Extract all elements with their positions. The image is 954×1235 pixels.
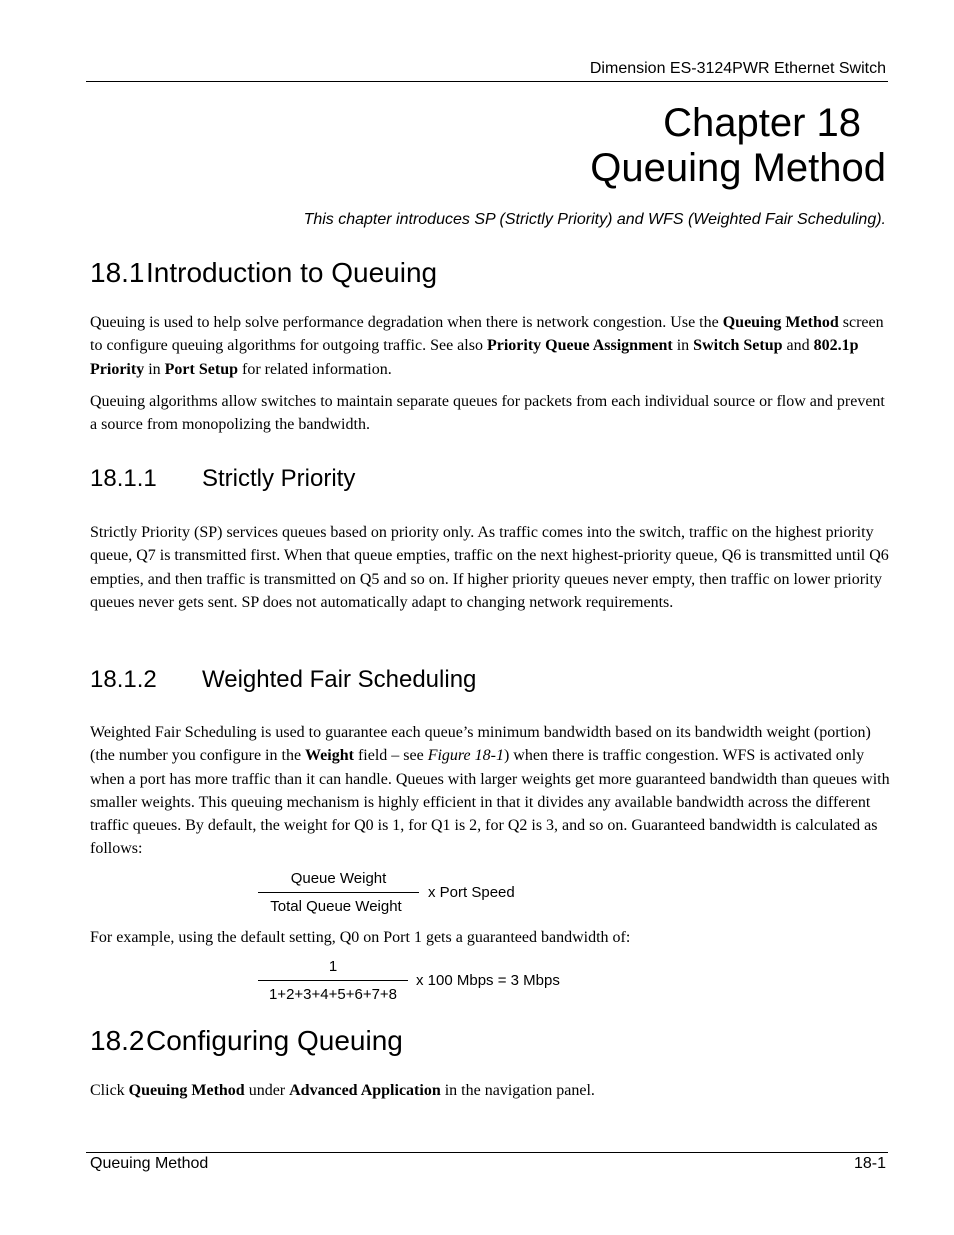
section-heading-18-1 [90,257,437,289]
bold-term: Queuing Method [722,314,839,331]
text-run: screen to configure queuing algorithms for outgoing traffic. See also [90,314,884,355]
text-run: Click [90,1082,129,1099]
bold-term: Priority Queue Assignment [486,337,673,355]
chapter-intro: This chapter introduces SP (Strictly Priority) and WFS (Weighted Fair Scheduling). [303,211,886,228]
footer-divider [86,1152,888,1153]
section-number: 18.1.2 [90,666,157,693]
running-header: Dimension ES-3124PWR Ethernet Switch [589,60,886,77]
page-number: 18-1 [853,1155,886,1172]
section-number: 18.2 [90,1025,145,1056]
fraction-bar [258,980,408,981]
section-number: 18.1.1 [90,465,157,492]
paragraph-strictly-priority: Strictly Priority (SP) services queues based on priority only. As traffic comes into the switch, traffic on the highest priority queue, Q7 is transmitted first. When that queue empties, traffic on the next highest-priority queue, Q6 is transmitted until Q6 empties, and then traffic is transmitted on Q5 and so on. If higher priority queues never empty, then traffic on lower priority queues never gets sent. SP does not automatically adapt to changing network requirements. [90,524,889,611]
section-title: Weighted Fair Scheduling [202,666,477,693]
text-run: under [244,1082,290,1099]
header-divider [86,81,888,82]
section-heading-18-1-2 [90,666,476,694]
text-run: for related information. [237,360,392,378]
text-run: in [144,360,165,378]
text-run: ) when there is traffic congestion. WFS is activated only when a port has more traffic than it can handle. Queues with larger weights get more guaranteed bandwidth than queues with smaller weights. This queuing mechanism is highly efficient in that it divides any available bandwidth across the different traffic queues. By default, the weight for Q0 is 1, for Q1 is 2, for Q2 is 3, and so on. Guaranteed bandwidth is calculated as follows: [90,747,890,858]
section-number: 18.1 [90,257,145,288]
text-run: field – see [353,747,428,765]
text-run: Queuing is used to help solve performance degradation when there is network congestion. Use the [90,314,723,331]
section-title: Configuring Queuing [146,1025,403,1056]
section-title: Strictly Priority [202,465,356,492]
chapter-number: Chapter 18 [663,101,861,145]
paragraph-configuring-queuing [90,1079,890,1102]
bold-term: Port Setup [164,360,238,378]
formula-numerator: Queue Weight [290,870,387,887]
chapter-title: Queuing Method [590,146,886,190]
bold-term: Switch Setup [693,337,783,355]
paragraph-example: For example, using the default setting, Q0 on Port 1 gets a guaranteed bandwidth of: [90,929,631,946]
formula-denominator: 1+2+3+4+5+6+7+8 [268,986,398,1003]
bandwidth-formula [258,869,558,919]
section-title: Introduction to Queuing [146,257,438,288]
text-run: in [672,337,694,355]
formula-denominator: Total Queue Weight [270,898,402,915]
bold-term: 802.1p Priority [90,337,859,378]
footer-chapter-name: Queuing Method [90,1155,209,1172]
section-heading-18-2 [90,1025,403,1057]
fraction-bar [258,892,419,893]
formula-numerator: 1 [328,958,338,975]
text-run: and [782,337,814,355]
bold-term: Queuing Method [128,1082,245,1099]
text-run: in the navigation panel. [440,1082,595,1099]
formula-multiplier: x 100 Mbps = 3 Mbps [416,972,560,989]
text-run: Weighted Fair Scheduling is used to guarantee each queue’s minimum bandwidth based on its bandwidth weight (portion) (the number you configure in the [90,724,871,765]
section-heading-18-1-1 [90,465,355,493]
bold-term: Weight [305,747,354,765]
formula-multiplier: x Port Speed [428,884,515,901]
paragraph-intro-queuing [90,311,890,381]
paragraph-queuing-algorithms: Queuing algorithms allow switches to maintain separate queues for packets from each individual source or flow and prevent a source from monopolizing the bandwidth. [90,393,885,434]
bold-term: Advanced Application [289,1082,441,1099]
example-formula [258,957,598,1007]
figure-reference: Figure 18-1 [427,747,504,765]
paragraph-weighted-fair-scheduling [90,721,890,861]
